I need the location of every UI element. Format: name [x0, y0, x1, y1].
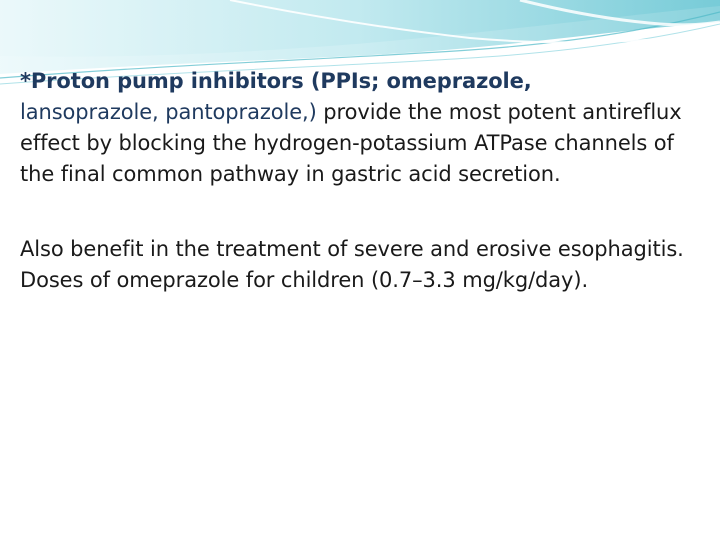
ppi-description: provide the most potent antireflux effect by blocking the hydrogen-potassium ATPase channels of the final common pathway in gastric acid secretion. [20, 100, 682, 186]
ppi-drug-names: lansoprazole, pantoprazole,) [20, 100, 317, 124]
paragraph-ppi [20, 66, 700, 190]
paragraph-benefit [20, 234, 700, 296]
ppi-heading-text: *Proton pump inhibitors (PPIs; omeprazole, [20, 69, 532, 93]
benefit-text: Also benefit in the treatment of severe and erosive esophagitis. Doses of omeprazole for children (0.7–3.3 mg/kg/day). [20, 237, 684, 292]
wave-band-front [0, 0, 720, 74]
slide-body [20, 66, 700, 296]
